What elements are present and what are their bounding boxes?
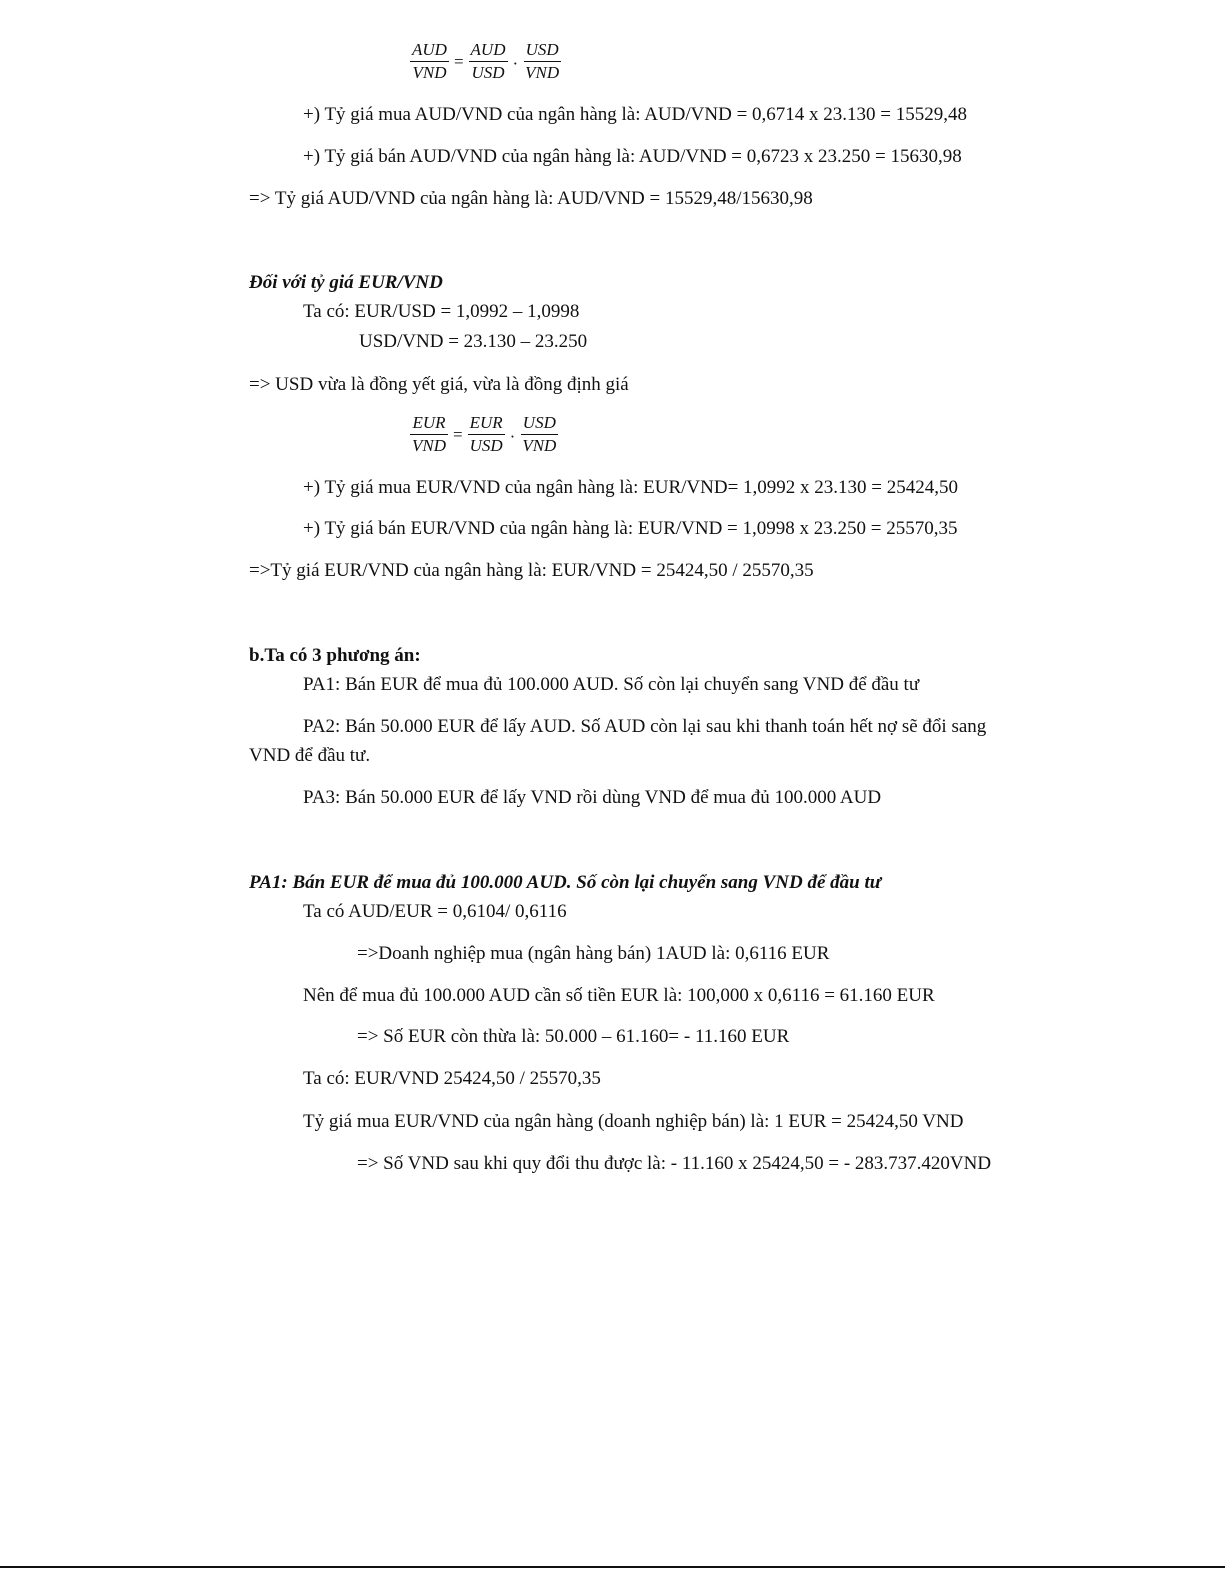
- pa1-line-3: Nên để mua đủ 100.000 AUD cần số tiền EUR là: 100,000 x 0,6116 = 61.160 EUR: [303, 985, 935, 1006]
- pa1-line-5: Ta có: EUR/VND 25424,50 / 25570,35: [303, 1068, 601, 1089]
- fraction-numerator: EUR: [468, 413, 505, 435]
- fraction-numerator: AUD: [469, 40, 508, 62]
- pa1-heading: PA1: Bán EUR để mua đủ 100.000 AUD. Số còn lại chuyển sang VND để đầu tư: [249, 872, 882, 893]
- fraction-numerator: USD: [524, 40, 561, 62]
- aud-buy-rate: +) Tỷ giá mua AUD/VND của ngân hàng là: AUD/VND = 0,6714 x 23.130 = 15529,48: [303, 104, 967, 125]
- multiply-dot: ·: [512, 53, 519, 73]
- eur-sell-rate: +) Tỷ giá bán EUR/VND của ngân hàng là: EUR/VND = 1,0998 x 23.250 = 25570,35: [303, 518, 958, 539]
- fraction-usd-vnd: [520, 413, 558, 456]
- fraction-aud-usd: [469, 40, 508, 83]
- pa1-line-7: => Số VND sau khi quy đổi thu được là: - 11.160 x 25424,50 = - 283.737.420VND: [357, 1153, 992, 1174]
- eur-result: =>Tỷ giá EUR/VND của ngân hàng là: EUR/VND = 25424,50 / 25570,35: [249, 560, 814, 581]
- fraction-numerator: EUR: [410, 413, 447, 435]
- fraction-denominator: USD: [469, 436, 503, 455]
- option-pa1: PA1: Bán EUR để mua đủ 100.000 AUD. Số còn lại chuyển sang VND để đầu tư: [303, 674, 920, 695]
- aud-result: => Tỷ giá AUD/VND của ngân hàng là: AUD/VND = 15529,48/15630,98: [249, 188, 813, 209]
- fraction-numerator: USD: [521, 413, 558, 435]
- fraction-denominator: VND: [522, 436, 557, 455]
- eur-given-eur-usd: Ta có: EUR/USD = 1,0992 – 1,0998: [303, 301, 580, 322]
- aud-sell-rate: +) Tỷ giá bán AUD/VND của ngân hàng là: AUD/VND = 0,6723 x 23.250 = 15630,98: [303, 146, 962, 167]
- fraction-denominator: VND: [412, 436, 446, 455]
- fraction-aud-vnd: [410, 40, 449, 83]
- fraction-numerator: AUD: [410, 40, 449, 62]
- fraction-denominator: USD: [471, 63, 505, 82]
- pa1-line-4: => Số EUR còn thừa là: 50.000 – 61.160= - 11.160 EUR: [357, 1026, 790, 1047]
- equals-sign: =: [453, 51, 464, 71]
- fraction-denominator: VND: [525, 63, 560, 82]
- eur-section-heading: Đối với tỷ giá EUR/VND: [249, 272, 443, 293]
- option-pa3: PA3: Bán 50.000 EUR để lấy VND rồi dùng VND để mua đủ 100.000 AUD: [303, 787, 882, 808]
- pa1-line-6: Tỷ giá mua EUR/VND của ngân hàng (doanh nghiệp bán) là: 1 EUR = 25424,50 VND: [303, 1111, 964, 1132]
- fraction-eur-usd: [468, 413, 505, 456]
- pa1-line-2: =>Doanh nghiệp mua (ngân hàng bán) 1AUD là: 0,6116 EUR: [357, 943, 830, 964]
- multiply-dot: ·: [509, 426, 516, 446]
- option-pa2-line1: PA2: Bán 50.000 EUR để lấy AUD. Số AUD còn lại sau khi thanh toán hết nợ sẽ đổi sang: [303, 716, 987, 737]
- option-pa2-line2: VND để đầu tư.: [249, 745, 371, 766]
- eur-note: => USD vừa là đồng yết giá, vừa là đồng định giá: [249, 374, 629, 395]
- equals-sign: =: [453, 424, 463, 444]
- eur-buy-rate: +) Tỷ giá mua EUR/VND của ngân hàng là: EUR/VND= 1,0992 x 23.130 = 25424,50: [303, 477, 959, 498]
- pa1-line-1: Ta có AUD/EUR = 0,6104/ 0,6116: [303, 901, 567, 922]
- fraction-denominator: VND: [412, 63, 447, 82]
- fraction-usd-vnd: [523, 40, 561, 83]
- eur-vnd-equation: [410, 413, 558, 456]
- eur-given-usd-vnd: USD/VND = 23.130 – 23.250: [359, 331, 588, 352]
- page-bottom-rule: [0, 1566, 1225, 1568]
- fraction-eur-vnd: [410, 413, 448, 456]
- aud-vnd-equation: [410, 40, 561, 83]
- options-heading: b.Ta có 3 phương án:: [249, 645, 421, 666]
